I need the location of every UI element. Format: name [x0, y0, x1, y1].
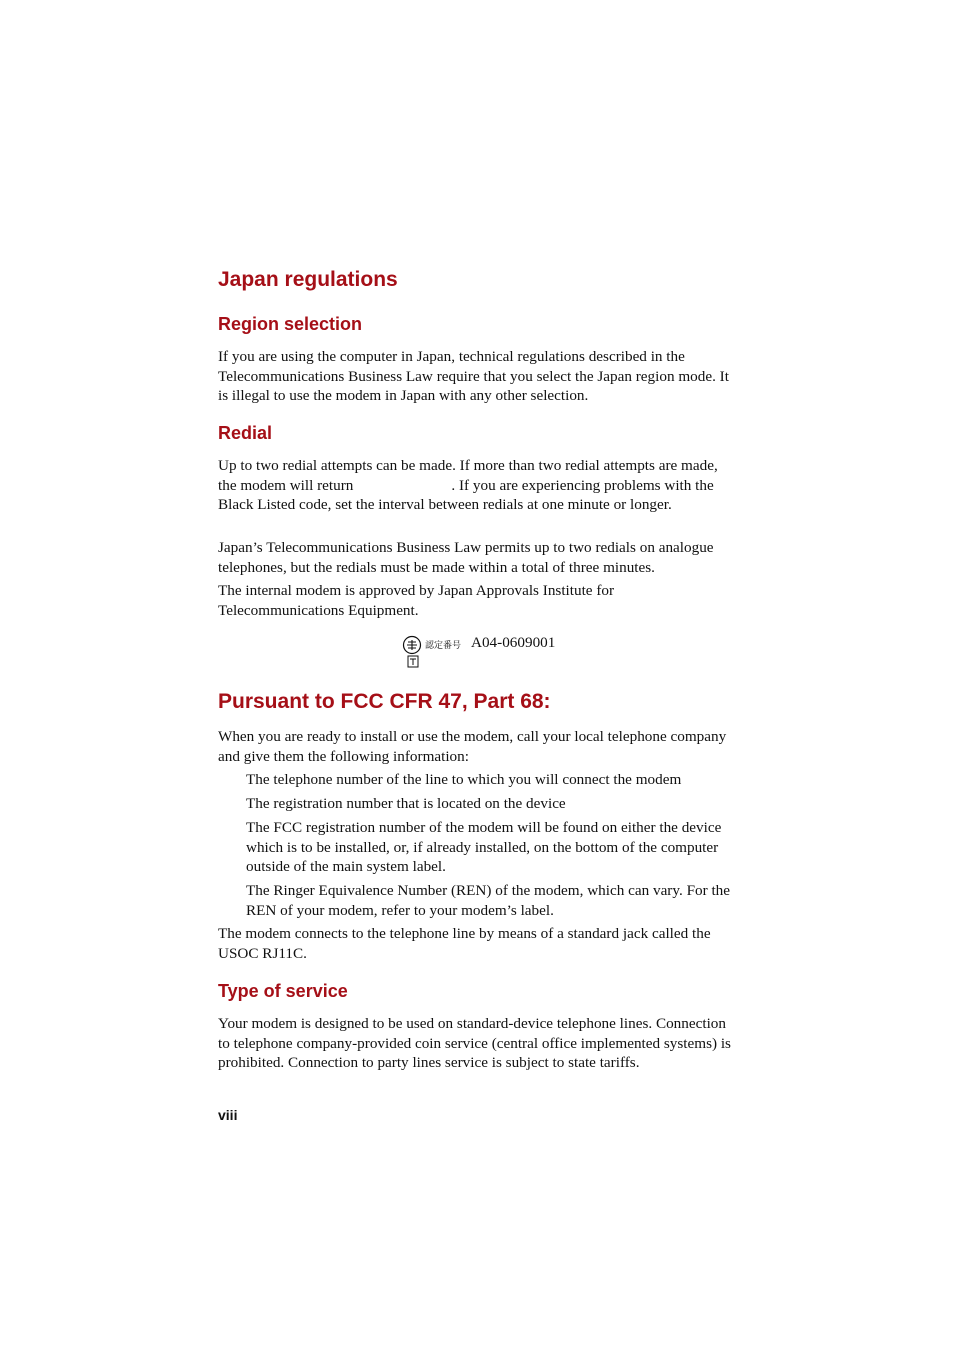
fcc-intro-paragraph: When you are ready to install or use the modem, call your local telephone company and give them the following information: [218, 728, 727, 765]
redial-paragraph-1-start: Up to two redial attempts can be made. If more than two redial attempts are made, the modem will return [218, 457, 718, 494]
subsection-title-service: Type of service [218, 981, 348, 1001]
section-title-fcc: Pursuant to FCC CFR 47, Part 68: [218, 690, 551, 713]
subsection-title-region: Region selection [218, 314, 363, 334]
certification-number: A04-0609001 [471, 634, 556, 651]
certification-label: 認定番号 [425, 641, 462, 651]
section-title-japan: Japan regulations [218, 268, 398, 291]
list-item: The FCC registration number of the modem will be found on either the device which is to be installed, or, if already installed, on the bottom of the computer outside of the main system label. [246, 819, 722, 875]
redial-paragraph-1-end: . If you are experiencing problems with the Black Listed code, set the interval between redials at one minute or longer. [218, 476, 714, 513]
fcc-jack-paragraph: The modem connects to the telephone line by means of a standard jack called the USOC RJ11C. [218, 925, 711, 962]
list-item: The Ringer Equivalence Number (REN) of the modem, which can vary. For the REN of your modem, refer to your modem’s label. [246, 882, 731, 919]
telec-mark-icon [402, 634, 424, 670]
redial-paragraph-1 [218, 456, 738, 515]
redial-paragraph-3: The internal modem is approved by Japan Approvals Institute for Telecommunications Equipment. [218, 582, 615, 619]
service-paragraph: Your modem is designed to be used on standard-device telephone lines. Connection to telephone company-provided coin service (central office implemented systems) is prohibited. Connection to party lines service is subject to state tariffs. [218, 1015, 731, 1071]
region-paragraph: If you are using the computer in Japan, technical regulations described in the Telecommunications Business Law require that you select the Japan region mode. It is illegal to use the modem in Japan with any other selection. [218, 348, 729, 404]
certification-mark [402, 634, 622, 670]
redial-paragraph-2: Japan’s Telecommunications Business Law permits up to two redials on analogue telephones, but the redials must be made within a total of three minutes. [218, 539, 714, 576]
list-item: The registration number that is located on the device [246, 795, 566, 812]
page-number: viii [218, 1107, 238, 1123]
list-item: The telephone number of the line to which you will connect the modem [246, 771, 682, 788]
subsection-title-redial: Redial [218, 423, 273, 443]
